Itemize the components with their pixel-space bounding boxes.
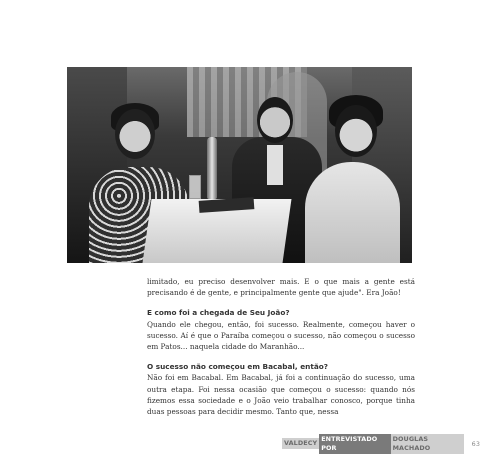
page-number: 63	[471, 439, 480, 448]
photo-woman-left-face	[115, 109, 155, 159]
photo-woman-right-face	[335, 105, 377, 157]
paragraph: limitado, eu preciso desenvolver mais. E o que mais a gente está precisando é de gente, e principalmente gente que ajude". Era João!	[147, 277, 415, 298]
photo-man-face	[257, 97, 293, 143]
footer-interviewee: VALDECY	[284, 439, 318, 447]
running-footer	[282, 434, 480, 452]
interview-question: E como foi a chegada de Seu João?	[147, 308, 290, 318]
photo-man-shirt	[267, 145, 283, 185]
photo-glass	[189, 175, 201, 199]
photo-bottle	[207, 137, 217, 199]
interview-question: O sucesso não começou em Bacabal, então?	[147, 362, 329, 372]
archival-photograph	[67, 67, 412, 263]
footer-interviewed-by: ENTREVISTADO POR	[319, 434, 390, 454]
photo-woman-right-dress	[305, 162, 400, 263]
paragraph: Não foi em Bacabal. Em Bacabal, já foi a continuação do sucesso, uma outra etapa. Foi nessa ocasião que começou o sucesso: quando nós fizemos essa sociedade e o João veio trabalhar conosco, porque tinha duas pessoas para decidir mesmo. Tanto que, nessa	[147, 373, 415, 417]
footer-author: DOUGLAS MACHADO	[391, 434, 464, 454]
paragraph: Quando ele chegou, então, foi sucesso. Realmente, começou haver o sucesso. Aí é que o Paraíba começou o sucesso, não começou o sucesso em Patos... naquela cidade do Maranhão...	[147, 319, 415, 352]
interview-text	[147, 276, 415, 417]
